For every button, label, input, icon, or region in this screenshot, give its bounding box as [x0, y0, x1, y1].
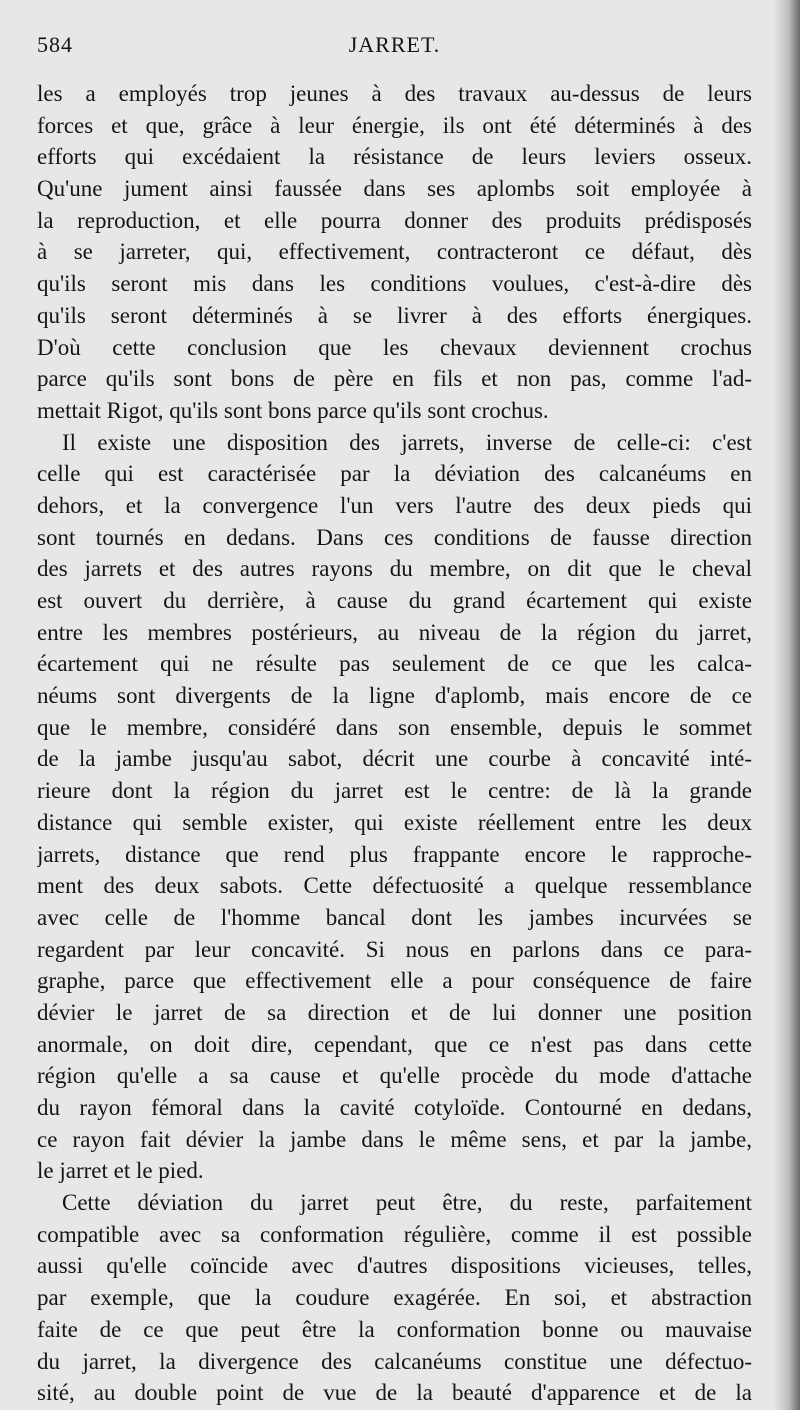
text-line: jarrets, distance que rend plus frappante encore le rapproche-: [37, 841, 752, 867]
text-line: sité, au double point de vue de la beauté d'apparence et de la: [37, 1380, 752, 1406]
text-line: du rayon fémoral dans la cavité cotyloïde. Contourné en dedans,: [37, 1095, 752, 1120]
text-line: néums sont divergents de la ligne d'aplomb, mais encore de ce: [37, 683, 752, 709]
text-line: D'où cette conclusion que les chevaux deviennent crochus: [37, 334, 752, 360]
text-line: avec celle de l'homme bancal dont les jambes incurvées se: [37, 904, 752, 930]
body-text: [37, 78, 752, 1409]
text-line: distance qui semble exister, qui existe réellement entre les deux: [37, 809, 752, 835]
text-line: la reproduction, et elle pourra donner des produits prédisposés: [37, 207, 752, 233]
text-line: anormale, on doit dire, cependant, que ce n'est pas dans cette: [37, 1031, 752, 1057]
text-line: que le membre, considéré dans son ensemble, depuis le sommet: [37, 714, 752, 740]
running-title: JARRET.: [348, 32, 441, 57]
text-line: est ouvert du derrière, à cause du grand écartement qui existe: [37, 588, 752, 613]
text-line: par exemple, que la coudure exagérée. En soi, et abstraction: [37, 1285, 752, 1311]
text-line: forces et que, grâce à leur énergie, ils ont été déterminés à des: [37, 112, 752, 138]
text-line: faite de ce que peut être la conformation bonne ou mauvaise: [37, 1316, 752, 1342]
text-line: sont tournés en dedans. Dans ces conditions de fausse direction: [37, 524, 752, 550]
text-line: région qu'elle a sa cause et qu'elle procède du mode d'attache: [37, 1063, 752, 1089]
text-line: mettait Rigot, qu'ils sont bons parce qu'ils sont crochus.: [37, 397, 549, 423]
text-line: qu'ils seront mis dans les conditions voulues, c'est-à-dire dès: [37, 271, 752, 297]
running-head: [37, 28, 752, 62]
text-line: compatible avec sa conformation régulière, comme il est possible: [37, 1221, 752, 1247]
text-line: Cette déviation du jarret peut être, du reste, parfaitement: [62, 1190, 752, 1216]
text-line: ce rayon fait dévier la jambe dans le même sens, et par la jambe,: [37, 1126, 752, 1152]
text-line: aussi qu'elle coïncide avec d'autres dispositions vicieuses, telles,: [37, 1253, 752, 1279]
text-line: Il existe une disposition des jarrets, inverse de celle-ci: c'est: [62, 429, 752, 455]
text-line: efforts qui excédaient la résistance de leurs leviers osseux.: [37, 144, 752, 170]
text-line: ment des deux sabots. Cette défectuosité a quelque ressemblance: [37, 873, 752, 899]
text-line: à se jarreter, qui, effectivement, contracteront ce défaut, dès: [37, 239, 752, 265]
text-line: dehors, et la convergence l'un vers l'autre des deux pieds qui: [37, 492, 752, 518]
text-line: les a employés trop jeunes à des travaux au-dessus de leurs: [37, 81, 752, 106]
text-line: le jarret et le pied.: [37, 1158, 204, 1184]
text-line: qu'ils seront déterminés à se livrer à des efforts énergiques.: [37, 302, 752, 328]
text-line: des jarrets et des autres rayons du membre, on dit que le cheval: [37, 556, 752, 582]
text-line: rieure dont la région du jarret est le centre: de là la grande: [37, 778, 752, 804]
text-line: parce qu'ils sont bons de père en fils et non pas, comme l'ad-: [37, 366, 752, 392]
text-line: dévier le jarret de sa direction et de lui donner une position: [37, 999, 752, 1025]
text-line: Qu'une jument ainsi faussée dans ses aplombs soit employée à: [37, 176, 752, 202]
text-line: du jarret, la divergence des calcanéums constitue une défectuo-: [37, 1348, 752, 1374]
page-number: 584: [37, 32, 73, 57]
text-line: de la jambe jusqu'au sabot, décrit une courbe à concavité inté-: [37, 746, 752, 772]
text-line: graphe, parce que effectivement elle a pour conséquence de faire: [37, 968, 752, 994]
text-line: regardent par leur concavité. Si nous en parlons dans ce para-: [37, 936, 752, 962]
text-line: celle qui est caractérisée par la déviation des calcanéums en: [37, 461, 752, 487]
text-line: entre les membres postérieurs, au niveau de la région du jarret,: [37, 619, 752, 645]
text-line: écartement qui ne résulte pas seulement de ce que les calca-: [37, 651, 752, 677]
